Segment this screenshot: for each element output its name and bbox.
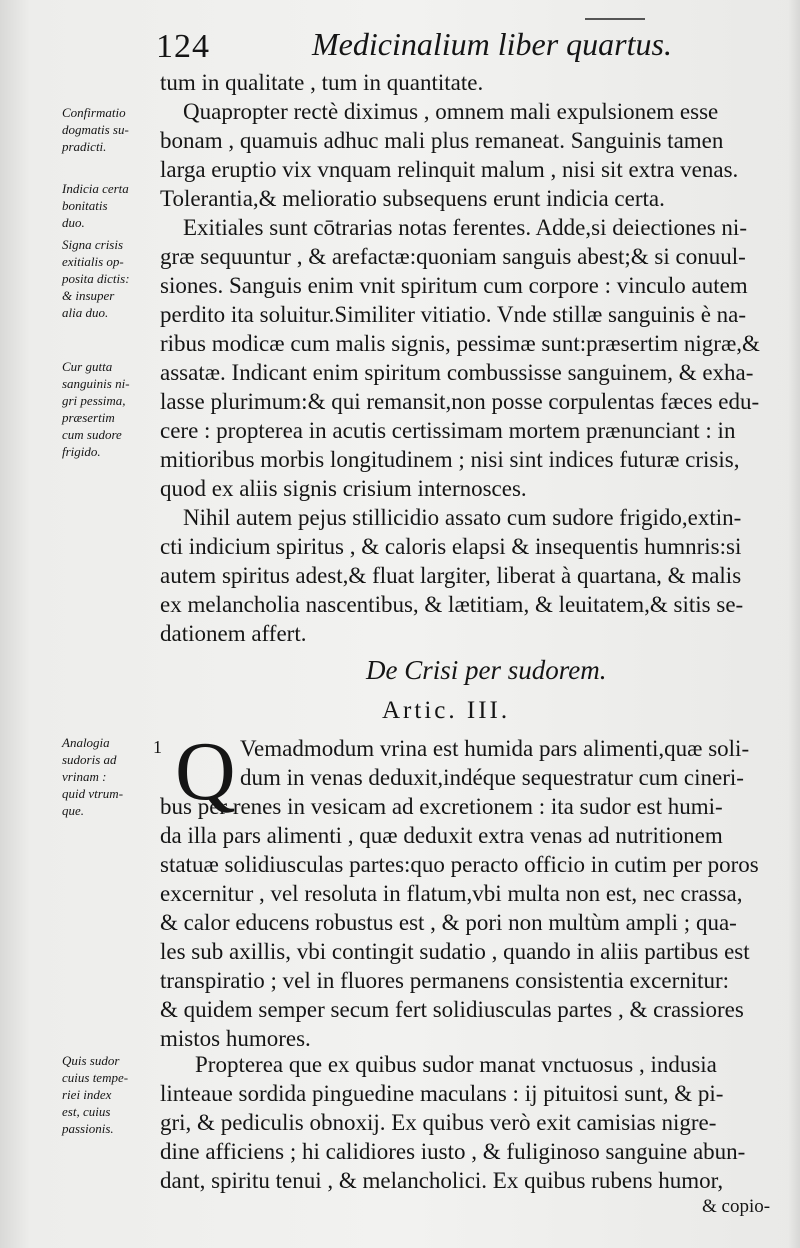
body-line: autem spiritus adest,& fluat largiter, liberat à quartana, & malis [160,563,742,588]
body-line: larga eruptio vix vnquam relinquit malum , nisi sit extra venas. [160,157,739,182]
article-line: dine afficiens ; hi calidiores iusto , & fuliginoso sanguine abun- [160,1139,746,1164]
margin-note-line: Cur gutta [62,359,113,374]
margin-note [62,1052,128,1137]
article-line: les sub axillis, vbi contingit sudatio , quando in aliis partibus est [160,939,750,964]
page-number: 124 [156,28,210,65]
body-line: tum in qualitate , tum in quantitate. [160,70,484,95]
article-line: mistos humores. [160,1026,311,1051]
article-line: & quidem semper secum fert solidiusculas partes , & crassiores [160,997,744,1022]
paragraph-number: 1 [153,737,162,757]
body-line: quod ex aliis signis crisium internosces. [160,476,527,501]
margin-note-line: duo. [62,215,85,230]
article-line: excernitur , vel resoluta in flatum,vbi multa non est, nec crassa, [160,881,743,906]
article-line: gri, & pediculis obnoxij. Ex quibus verò exit camisias nigre- [160,1110,717,1135]
margin-note-line: & insuper [62,288,115,303]
margin-note-line: gri pessima, [62,393,126,408]
body-line: mitioribus morbis longitudinem ; nisi sint indices futuræ crisis, [160,447,740,472]
article-line: bus per renes in vesicam ad excretionem : ita sudor est humi- [160,794,723,819]
margin-note-line: pradicti. [62,139,107,154]
margin-note-line: Indicia certa [62,181,129,196]
body-line: ex melancholia nascentibus, & lætitiam, & leuitatem,& sitis se- [160,592,744,617]
margin-note [62,180,129,231]
body-line: lasse plurimum:& qui remansit,non posse corpulentas fæces edu- [160,389,760,414]
section-heading: De Crisi per sudorem. [366,655,607,685]
body-line: dationem affert. [160,621,307,646]
article-line: Vemadmodum vrina est humida pars alimenti,quæ soli- [240,736,750,761]
margin-note-line: Quis sudor [62,1053,120,1068]
body-line: Quapropter rectè diximus , omnem mali expulsionem esse [183,99,719,124]
margin-note-line: passionis. [62,1121,114,1136]
margin-note-line: alia duo. [62,305,109,320]
margin-note [62,236,130,321]
margin-note-line: sanguinis ni- [62,376,130,391]
body-line: siones. Sanguis enim vnit spiritum cum corpore : vinculo autem [160,273,748,298]
margin-note-line: quid vtrum- [62,786,124,801]
article-line: transpiratio ; vel in fluores permanens consistentia excernitur: [160,968,730,993]
article-line: dum in venas deduxit,indéque sequestratur cum cineri- [240,765,744,790]
margin-note-line: Confirmatio [62,105,126,120]
article-line: linteaue sordida pinguedine maculans : ij pituitosi sunt, & pi- [160,1081,724,1106]
margin-note-line: cuius tempe- [62,1070,129,1085]
article-heading: Artic. III. [382,697,511,724]
margin-note-line: que. [62,803,85,818]
margin-note-line: est, cuius [62,1104,111,1119]
body-line: græ sequuntur , & arefactæ:quoniam sanguis abest;& si conuul- [160,244,746,269]
margin-note [62,104,129,155]
margin-note-line: posita dictis: [62,271,130,286]
body-line: Exitiales sunt cōtrarias notas ferentes. Adde,si deiectiones ni- [183,215,747,240]
margin-note-line: frigido. [62,444,101,459]
margin-note [62,358,130,460]
margin-note-line: exitialis op- [62,254,124,269]
margin-note-line: cum sudore [62,427,122,442]
article-line: da illa pars alimenti , quæ deduxit extra venas ad nutritionem [160,823,723,848]
article-line: statuæ solidiusculas partes:quo peracto officio in cutim per poros [160,852,759,877]
body-line: bonam , quamuis adhuc mali plus remaneat. Sanguinis tamen [160,128,724,153]
body-line: ribus modicæ cum malis signis, pessimæ sunt:præsertim nigræ,& [160,331,760,356]
margin-note-line: vrinam : [62,769,107,784]
body-line: Tolerantia,& melioratio subsequens erunt indicia certa. [160,186,665,211]
header-ornament [585,18,645,20]
margin-note [62,734,123,819]
body-line: cere : propterea in acutis certissimam mortem prænunciant : in [160,418,736,443]
article-line: dant, spiritu tenui , & melancholici. Ex quibus rubens humor, [160,1168,724,1193]
margin-note-line: riei index [62,1087,112,1102]
drop-capital: Q [175,725,236,818]
margin-note-line: præsertim [62,410,115,425]
body-line: cti indicium spiritus , & caloris elapsi & insequentis humnris:si [160,534,742,559]
margin-note-line: dogmatis su- [62,122,129,137]
running-title: Medicinalium liber quartus. [312,26,672,62]
body-line: Nihil autem pejus stillicidio assato cum sudore frigido,extin- [183,505,742,530]
article-line: Propterea que ex quibus sudor manat vnctuosus , indusia [195,1052,717,1077]
margin-note-line: Signa crisis [62,237,124,252]
catchword: & copio- [702,1196,771,1217]
margin-note-line: sudoris ad [62,752,117,767]
margin-note-line: bonitatis [62,198,108,213]
article-line: & calor educens robustus est , & pori non multùm ampli ; qua- [160,910,737,935]
body-line: assatæ. Indicant enim spiritum combussisse sanguinem, & exha- [160,360,754,385]
margin-note-line: Analogia [62,735,110,750]
page-edge-shadow [788,0,800,1248]
body-line: perdito ita soluitur.Similiter vitiatio. Vnde stillæ sanguinis è na- [160,302,747,327]
